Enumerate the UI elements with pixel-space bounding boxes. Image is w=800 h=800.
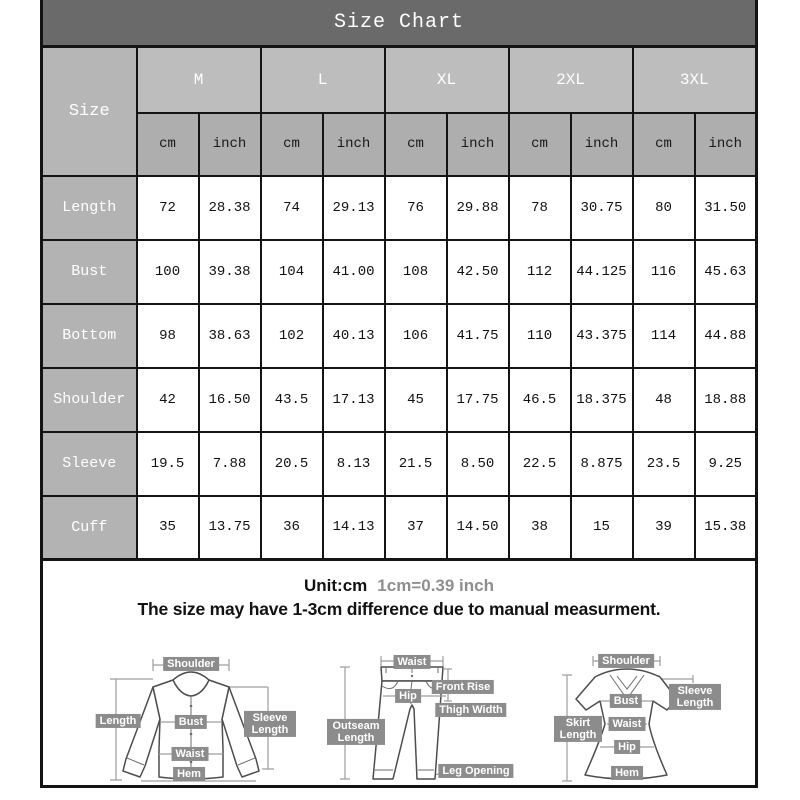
cell: 116	[633, 240, 695, 304]
cell: 41.75	[447, 304, 509, 368]
cell: 43.5	[261, 368, 323, 432]
title-bar	[40, 0, 758, 45]
table-row	[42, 176, 757, 240]
cell: 28.38	[199, 176, 261, 240]
cell: 9.25	[695, 432, 757, 496]
pants-waist-label: Waist	[394, 655, 431, 669]
cell: 18.88	[695, 368, 757, 432]
dress-sleeve-length-label: Sleeve Length	[669, 684, 721, 710]
cell: 45.63	[695, 240, 757, 304]
cell: 21.5	[385, 432, 447, 496]
shirt-waist-label: Waist	[172, 747, 209, 761]
dress-outline-icon	[555, 639, 757, 788]
cell: 48	[633, 368, 695, 432]
cell: 30.75	[571, 176, 633, 240]
row-label: Bust	[42, 240, 137, 304]
shirt-hem-label: Hem	[173, 767, 205, 781]
table-row	[42, 432, 757, 496]
cell: 29.13	[323, 176, 385, 240]
cell: 22.5	[509, 432, 571, 496]
unit-label: Unit:cm	[304, 576, 368, 595]
cell: 15	[571, 496, 633, 560]
cell: 108	[385, 240, 447, 304]
cell: 35	[137, 496, 199, 560]
cell: 44.88	[695, 304, 757, 368]
cell: 112	[509, 240, 571, 304]
cell: 19.5	[137, 432, 199, 496]
unit-header-inch: inch	[447, 113, 509, 176]
unit-header-inch: inch	[199, 113, 261, 176]
cell: 80	[633, 176, 695, 240]
pants-measure-diagram	[331, 639, 561, 788]
cell: 43.375	[571, 304, 633, 368]
dress-hem-label: Hem	[611, 766, 643, 780]
cell: 39.38	[199, 240, 261, 304]
cell: 7.88	[199, 432, 261, 496]
size-header-3xl: 3XL	[633, 47, 757, 113]
row-label: Bottom	[42, 304, 137, 368]
cell: 106	[385, 304, 447, 368]
size-header-xl: XL	[385, 47, 509, 113]
pants-outseam-length-label: Outseam Length	[327, 719, 385, 745]
table-row	[42, 240, 757, 304]
cell: 36	[261, 496, 323, 560]
cell: 44.125	[571, 240, 633, 304]
cell: 102	[261, 304, 323, 368]
cell: 45	[385, 368, 447, 432]
size-header-l: L	[261, 47, 385, 113]
size-chart-panel	[40, 0, 758, 788]
row-label: Sleeve	[42, 432, 137, 496]
cell: 20.5	[261, 432, 323, 496]
cell: 8.875	[571, 432, 633, 496]
cell: 8.13	[323, 432, 385, 496]
cell: 42	[137, 368, 199, 432]
shirt-shoulder-label: Shoulder	[163, 657, 219, 671]
cell: 17.13	[323, 368, 385, 432]
size-header-row	[42, 47, 757, 113]
dress-shoulder-label: Shoulder	[598, 654, 654, 668]
cell: 78	[509, 176, 571, 240]
cell: 98	[137, 304, 199, 368]
pants-leg-opening-label: Leg Opening	[438, 764, 513, 778]
unit-header-cm: cm	[509, 113, 571, 176]
shirt-sleeve-length-label: Sleeve Length	[244, 711, 296, 737]
table-row	[42, 304, 757, 368]
cell: 14.13	[323, 496, 385, 560]
cell: 8.50	[447, 432, 509, 496]
cell: 16.50	[199, 368, 261, 432]
cell: 110	[509, 304, 571, 368]
cell: 17.75	[447, 368, 509, 432]
size-header-2xl: 2XL	[509, 47, 633, 113]
cell: 76	[385, 176, 447, 240]
unit-header-inch: inch	[323, 113, 385, 176]
cell: 40.13	[323, 304, 385, 368]
disclaimer-note: The size may have 1-3cm difference due to manual measurment.	[137, 599, 661, 619]
cell: 39	[633, 496, 695, 560]
row-label: Length	[42, 176, 137, 240]
dress-hip-label: Hip	[614, 740, 640, 754]
row-label: Shoulder	[42, 368, 137, 432]
unit-note-line	[43, 576, 755, 596]
dress-waist-label: Waist	[609, 717, 646, 731]
cell: 104	[261, 240, 323, 304]
cell: 18.375	[571, 368, 633, 432]
size-table	[40, 45, 758, 561]
cell: 37	[385, 496, 447, 560]
unit-header-cm: cm	[385, 113, 447, 176]
cell: 72	[137, 176, 199, 240]
dress-bust-label: Bust	[610, 694, 642, 708]
cell: 23.5	[633, 432, 695, 496]
conversion-note: 1cm=0.39 inch	[377, 576, 494, 595]
unit-header-cm: cm	[261, 113, 323, 176]
unit-header-cm: cm	[137, 113, 199, 176]
size-header-m: M	[137, 47, 261, 113]
unit-header-cm: cm	[633, 113, 695, 176]
unit-header-inch: inch	[571, 113, 633, 176]
cell: 100	[137, 240, 199, 304]
shirt-bust-label: Bust	[175, 715, 207, 729]
shirt-measure-diagram	[96, 639, 326, 788]
dress-skirt-length-label: Skirt Length	[554, 716, 602, 742]
cell: 15.38	[695, 496, 757, 560]
table-row	[42, 496, 757, 560]
pants-hip-label: Hip	[395, 689, 421, 703]
unit-header-inch: inch	[695, 113, 757, 176]
cell: 38.63	[199, 304, 261, 368]
cell: 46.5	[509, 368, 571, 432]
cell: 42.50	[447, 240, 509, 304]
page-title: Size Chart	[333, 11, 465, 34]
cell: 114	[633, 304, 695, 368]
size-corner-header: Size	[42, 47, 137, 176]
notes-section	[40, 561, 758, 788]
row-label: Cuff	[42, 496, 137, 560]
cell: 29.88	[447, 176, 509, 240]
cell: 13.75	[199, 496, 261, 560]
pants-thigh-width-label: Thigh Width	[435, 703, 506, 717]
table-row	[42, 368, 757, 432]
cell: 41.00	[323, 240, 385, 304]
unit-header-row	[42, 113, 757, 176]
cell: 38	[509, 496, 571, 560]
cell: 14.50	[447, 496, 509, 560]
cell: 74	[261, 176, 323, 240]
cell: 31.50	[695, 176, 757, 240]
pants-front-rise-label: Front Rise	[432, 680, 494, 694]
dress-measure-diagram	[555, 639, 757, 788]
shirt-length-label: Length	[96, 714, 141, 728]
